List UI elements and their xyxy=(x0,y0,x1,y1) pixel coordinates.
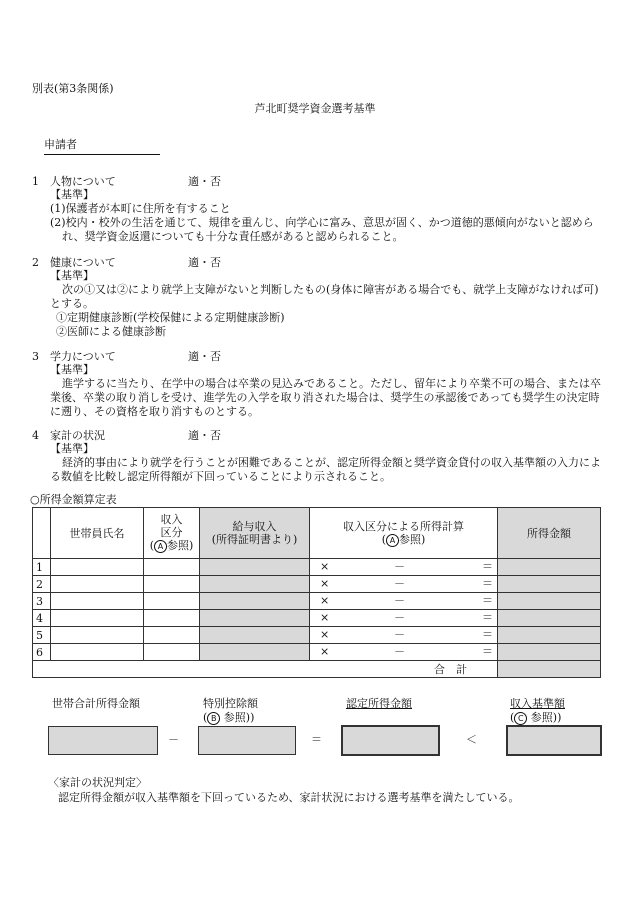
salary-income-cell[interactable] xyxy=(200,576,310,593)
member-name-cell[interactable] xyxy=(51,610,144,627)
minus-operator: － xyxy=(394,560,405,573)
section-number: 4 xyxy=(32,429,39,442)
row-number: 5 xyxy=(33,627,51,644)
section-2-heading xyxy=(32,256,116,270)
income-calc-cell[interactable] xyxy=(310,576,498,593)
section-3-criteria xyxy=(50,363,602,419)
salary-income-cell[interactable] xyxy=(200,610,310,627)
income-amount-cell[interactable] xyxy=(498,559,601,576)
row-number-header xyxy=(33,508,51,559)
salary-income-cell[interactable] xyxy=(200,593,310,610)
member-name-cell[interactable] xyxy=(51,593,144,610)
minus-operator: － xyxy=(394,577,405,590)
income-calculation-table xyxy=(32,507,601,678)
minus-operator: － xyxy=(394,628,405,641)
section-2-judgement: 適・否 xyxy=(188,256,221,269)
multiply-operator: × xyxy=(320,577,330,590)
row-number: 6 xyxy=(33,644,51,661)
criteria-line: ②医師による健康診断 xyxy=(56,325,166,338)
applicant-label: 申請者 xyxy=(44,138,77,151)
household-total-label: 世帯合計所得金額 xyxy=(52,697,140,710)
criteria-label: 【基準】 xyxy=(50,188,94,201)
minus-operator: － xyxy=(394,645,405,658)
table-row xyxy=(33,593,601,610)
equals-operator: ＝ xyxy=(482,645,493,658)
salary-income-cell[interactable] xyxy=(200,644,310,661)
member-name-cell[interactable] xyxy=(51,644,144,661)
row-number: 1 xyxy=(33,559,51,576)
section-2-criteria xyxy=(50,269,602,339)
section-4-heading xyxy=(32,429,105,443)
income-amount-cell[interactable] xyxy=(498,644,601,661)
minus-operator: － xyxy=(168,733,179,746)
criteria-line: ①定期健康診断(学校保健による定期健康診断) xyxy=(56,311,285,324)
equals-operator: ＝ xyxy=(311,733,322,746)
criteria-body: 進学するに当たり、在学中の場合は卒業の見込みであること。ただし、留年により卒業不可の場合、または卒業後、卒業の取り消しを受け、進学先の入学を取り消された場合は、奨学生の承認後であっても奨学生の決定時に遡り、その資格を取り消すものとする。 xyxy=(50,377,601,418)
special-deduction-box[interactable] xyxy=(198,726,296,755)
income-amount-header: 所得金額 xyxy=(498,508,601,559)
equals-operator: ＝ xyxy=(482,611,493,624)
income-amount-cell[interactable] xyxy=(498,576,601,593)
circled-b-icon: B xyxy=(207,712,220,725)
income-amount-cell[interactable] xyxy=(498,627,601,644)
total-amount-cell[interactable] xyxy=(498,661,601,678)
salary-income-cell[interactable] xyxy=(200,627,310,644)
income-amount-cell[interactable] xyxy=(498,610,601,627)
criteria-body: 次の①又は②により就学上支障がないと判断したもの(身体に障害がある場合でも、就学上支障がなければ可)とする。 xyxy=(50,283,599,310)
household-judgement-title: 〈家計の状況判定〉 xyxy=(48,776,147,789)
income-standard-label: 収入基準額 xyxy=(510,697,565,710)
certified-income-label: 認定所得金額 xyxy=(346,697,412,710)
row-number: 3 xyxy=(33,593,51,610)
income-category-cell[interactable] xyxy=(144,559,200,576)
table-row xyxy=(33,610,601,627)
salary-income-header: 給与収入 (所得証明書より) xyxy=(200,508,310,559)
multiply-operator: × xyxy=(320,594,330,607)
table-row xyxy=(33,644,601,661)
equals-operator: ＝ xyxy=(482,577,493,590)
criteria-label: 【基準】 xyxy=(50,363,94,376)
annex-label: 別表(第3条関係) xyxy=(32,82,114,95)
section-1-criteria xyxy=(50,188,602,244)
section-title: 人物について xyxy=(50,175,116,188)
circled-a-icon: A xyxy=(386,534,399,547)
criteria-body: 経済的事由により就学を行うことが困難であることが、認定所得金額と奨学資金貸付の収入基準額の入力による数値を比較し認定所得額が下回っていることにより示されること。 xyxy=(50,456,601,483)
applicant-field xyxy=(44,138,160,155)
income-calc-cell[interactable] xyxy=(310,610,498,627)
income-calc-cell[interactable] xyxy=(310,644,498,661)
circled-c-icon: C xyxy=(514,712,527,725)
income-calc-header: 収入区分による所得計算 ( A 参照) xyxy=(310,508,498,559)
member-name-cell[interactable] xyxy=(51,576,144,593)
equals-operator: ＝ xyxy=(482,560,493,573)
section-title: 家計の状況 xyxy=(50,429,105,442)
minus-operator: － xyxy=(394,594,405,607)
income-amount-cell[interactable] xyxy=(498,593,601,610)
table-row xyxy=(33,576,601,593)
equals-operator: ＝ xyxy=(482,628,493,641)
page-title: 芦北町奨学資金選考基準 xyxy=(254,102,376,115)
income-category-cell[interactable] xyxy=(144,593,200,610)
circled-a-icon: A xyxy=(154,540,167,553)
criteria-label: 【基準】 xyxy=(50,442,94,455)
member-name-header: 世帯員氏名 xyxy=(51,508,144,559)
certified-income-box[interactable] xyxy=(341,725,440,756)
table-row xyxy=(33,559,601,576)
less-than-operator: ＜ xyxy=(466,733,477,746)
section-3-heading xyxy=(32,350,116,364)
salary-income-cell[interactable] xyxy=(200,559,310,576)
criteria-label: 【基準】 xyxy=(50,269,94,282)
row-number: 2 xyxy=(33,576,51,593)
criteria-line: (1)保護者が本町に住所を有すること xyxy=(50,202,231,215)
table-row xyxy=(33,627,601,644)
income-category-cell[interactable] xyxy=(144,644,200,661)
member-name-cell[interactable] xyxy=(51,627,144,644)
income-calc-cell[interactable] xyxy=(310,559,498,576)
section-4-criteria xyxy=(50,442,602,484)
income-standard-box[interactable] xyxy=(506,725,602,756)
table-header-row xyxy=(33,508,601,559)
multiply-operator: × xyxy=(320,645,330,658)
member-name-cell[interactable] xyxy=(51,559,144,576)
section-1-judgement: 適・否 xyxy=(188,175,221,188)
special-deduction-label: 特別控除額 xyxy=(203,697,258,710)
household-judgement-body: 認定所得金額が収入基準額を下回っているため、家計状況における選考基準を満たしている。 xyxy=(58,791,520,804)
income-category-cell[interactable] xyxy=(144,627,200,644)
row-number: 4 xyxy=(33,610,51,627)
section-title: 学力について xyxy=(50,350,116,363)
section-number: 1 xyxy=(32,175,39,188)
section-1-heading xyxy=(32,175,116,189)
section-4-judgement: 適・否 xyxy=(188,429,221,442)
special-deduction-ref: ( B 参照)) xyxy=(203,711,255,724)
income-calc-cell[interactable] xyxy=(310,627,498,644)
household-total-box[interactable] xyxy=(48,726,158,755)
income-calc-cell[interactable] xyxy=(310,593,498,610)
multiply-operator: × xyxy=(320,628,330,641)
income-category-header: 収入 区分 ( A 参照) xyxy=(144,508,200,559)
income-standard-ref: ( C 参照)) xyxy=(510,711,562,724)
section-title: 健康について xyxy=(50,256,116,269)
section-number: 2 xyxy=(32,256,39,269)
multiply-operator: × xyxy=(320,611,330,624)
multiply-operator: × xyxy=(320,560,330,573)
income-category-cell[interactable] xyxy=(144,610,200,627)
equals-operator: ＝ xyxy=(482,594,493,607)
total-row xyxy=(33,661,601,678)
income-table-title: ○所得金額算定表 xyxy=(30,493,117,506)
criteria-line: (2)校内・校外の生活を通じて、規律を重んじ、向学心に富み、意思が固く、かつ道徳的悪傾向がないと認められ、奨学資金返還についても十分な責任感があると認められること。 xyxy=(50,216,594,243)
minus-operator: － xyxy=(394,611,405,624)
section-3-judgement: 適・否 xyxy=(188,350,221,363)
total-label: 合 計 xyxy=(33,661,498,678)
income-category-cell[interactable] xyxy=(144,576,200,593)
section-number: 3 xyxy=(32,350,39,363)
